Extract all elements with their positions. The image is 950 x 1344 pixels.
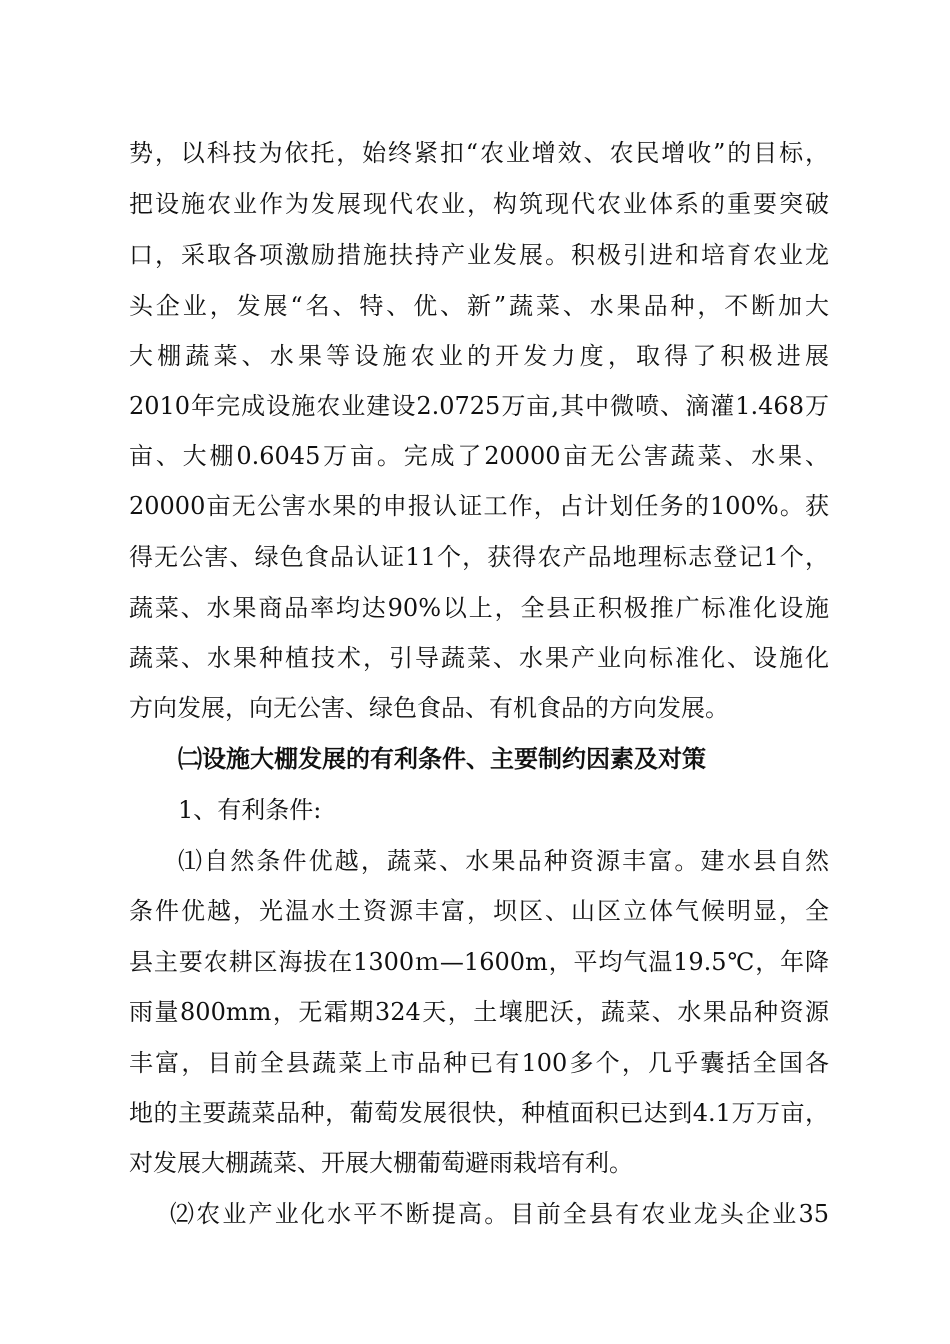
paragraph-line: 大棚蔬菜、水果等设施农业的开发力度，取得了积极进展: [129, 342, 829, 370]
section-heading: ㈡设施大棚发展的有利条件、主要制约因素及对策: [178, 744, 706, 773]
paragraph-line: 雨量800mm，无霜期324天，土壤肥沃，蔬菜、水果品种资源: [129, 998, 829, 1026]
paragraph-line: ⑵农业产业化水平不断提高。目前全县有农业龙头企业35: [170, 1200, 829, 1228]
paragraph-line: 地的主要蔬菜品种，葡萄发展很快，种植面积已达到4.1万万亩，: [129, 1099, 829, 1127]
paragraph-line: 对发展大棚蔬菜、开展大棚葡萄避雨栽培有利。: [129, 1149, 633, 1177]
paragraph-line: 蔬菜、水果种植技术，引导蔬菜、水果产业向标准化、设施化: [129, 644, 829, 672]
paragraph-line: 口，采取各项激励措施扶持产业发展。积极引进和培育农业龙: [129, 241, 829, 269]
paragraph-line: 蔬菜、水果商品率均达90%以上，全县正积极推广标准化设施: [129, 594, 829, 622]
paragraph-line: 县主要农耕区海拔在1300ｍ—1600m，平均气温19.5℃，年降: [129, 948, 829, 976]
paragraph-line: 把设施农业作为发展现代农业，构筑现代农业体系的重要突破: [129, 190, 829, 218]
paragraph-line: 20000亩无公害水果的申报认证工作，占计划任务的100%。获: [129, 492, 829, 520]
paragraph-line: ⑴自然条件优越，蔬菜、水果品种资源丰富。建水县自然: [178, 847, 829, 875]
paragraph-line: 头企业，发展“名、特、优、新”蔬菜、水果品种，不断加大: [129, 292, 829, 320]
subheading: 1、有利条件:: [178, 796, 322, 824]
paragraph-line: 丰富，目前全县蔬菜上市品种已有100多个，几乎囊括全国各: [129, 1049, 829, 1077]
paragraph-line: 条件优越，光温水土资源丰富，坝区、山区立体气候明显，全: [129, 897, 829, 925]
paragraph-line: 方向发展，向无公害、绿色食品、有机食品的方向发展。: [129, 694, 729, 722]
paragraph-line: 亩、大棚0.6045万亩。完成了20000亩无公害蔬菜、水果、: [129, 442, 829, 470]
paragraph-line: 2010年完成设施农业建设2.0725万亩,其中微喷、滴灌1.468万: [129, 392, 829, 420]
paragraph-line: 得无公害、绿色食品认证11个，获得农产品地理标志登记1个，: [129, 543, 829, 571]
paragraph-line: 势，以科技为依托，始终紧扣“农业增效、农民增收”的目标，: [129, 139, 829, 167]
